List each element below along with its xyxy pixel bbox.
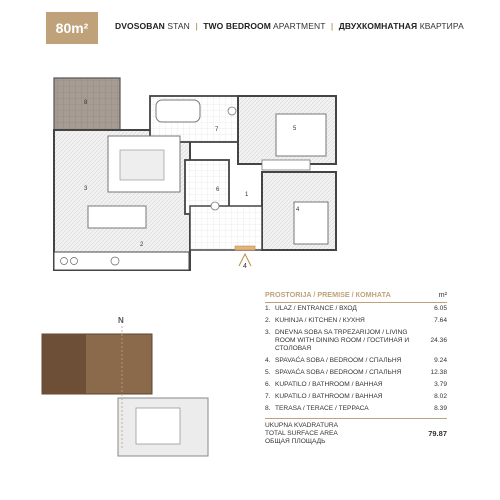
title-separator-2: | — [330, 21, 334, 31]
page-title — [115, 21, 464, 31]
dining-table — [88, 206, 146, 228]
total-label-ru: ОБЩАЯ ПЛОЩАДЬ — [265, 438, 326, 445]
row-name: KUPATILO / BATHROOM / ВАННАЯ — [275, 381, 383, 388]
row-number: 1. — [265, 305, 271, 312]
row-value: 8.39 — [434, 405, 447, 412]
title-en: TWO BEDROOM — [203, 21, 271, 31]
row-value: 3.79 — [434, 381, 447, 388]
entrance-area — [190, 206, 262, 250]
row-value: 8.02 — [434, 393, 447, 400]
table-row — [265, 355, 447, 367]
area-table — [265, 290, 447, 446]
row-name: TERASA / TERACE / ТЕРРАСА — [275, 405, 369, 412]
room-label-5: 5 — [293, 126, 297, 132]
area-table-header — [265, 290, 447, 303]
room-label-7: 7 — [215, 127, 219, 133]
table-row — [265, 403, 447, 415]
sink — [228, 107, 236, 115]
total-label-sr: UKUPNA KVADRATURA — [265, 422, 339, 429]
title-ru: ДВУХКОМНАТНАЯ — [338, 21, 418, 31]
room-label-6: 6 — [216, 187, 220, 193]
building-locator-plan — [40, 322, 215, 462]
room-label-1: 1 — [245, 192, 249, 198]
row-name: KUHINJA / KITCHEN / КУХНЯ — [275, 317, 365, 324]
table-row — [265, 303, 447, 315]
row-number: 2. — [265, 317, 271, 324]
total-value: 79.87 — [428, 429, 447, 438]
locator-core — [136, 408, 180, 444]
row-value: 12.38 — [430, 369, 447, 376]
kitchen-counter — [54, 252, 189, 270]
row-number: 7. — [265, 393, 271, 400]
room-label-8: 8 — [84, 100, 88, 106]
title-sr: DVOSOBAN — [115, 21, 165, 31]
total-label-en: TOTAL SURFACE AREA — [265, 430, 338, 437]
floor-plan — [40, 56, 340, 271]
room-label-3: 3 — [84, 186, 88, 192]
total-row — [265, 418, 447, 446]
compass-north: N — [118, 316, 124, 325]
entrance-door — [235, 246, 255, 250]
table-row — [265, 315, 447, 327]
row-value: 9.24 — [434, 357, 447, 364]
rug — [120, 150, 164, 180]
row-name: SPAVAĆA SOBA / BEDROOM / СПАЛЬНЯ — [275, 369, 402, 376]
toilet — [211, 202, 219, 210]
table-row — [265, 327, 447, 355]
bathtub — [156, 100, 200, 122]
row-number: 8. — [265, 405, 271, 412]
room-label-2: 2 — [140, 242, 144, 248]
locator-wing-dark — [42, 334, 86, 394]
area-badge: 80m² — [46, 12, 98, 44]
header-label: PROSTORIJA / PREMISE / КОМНАТА — [265, 290, 391, 299]
row-number: 3. — [265, 329, 271, 336]
title-sr-2: STAN — [167, 21, 190, 31]
row-name: ULAZ / ENTRANCE / ВХОД — [275, 305, 357, 312]
total-label — [265, 422, 419, 446]
row-number: 5. — [265, 369, 271, 376]
title-separator-1: | — [195, 21, 198, 31]
row-value: 7.64 — [434, 317, 447, 324]
room-label-4: 4 — [296, 207, 300, 213]
double-bed — [276, 114, 326, 156]
row-name: DNEVNA SOBA SA TRPEZARIJOM / LIVING ROOM WITH DINING ROOM / ГОСТИНАЯ И СТОЛОВАЯ — [275, 329, 410, 352]
table-row — [265, 379, 447, 391]
row-name: KUPATILO / BATHROOM / ВАННАЯ — [275, 393, 383, 400]
title-ru-2: КВАРТИРА — [419, 21, 464, 31]
entrance-marker-label: 4 — [243, 263, 247, 270]
row-value: 6.05 — [434, 305, 447, 312]
table-row — [265, 367, 447, 379]
row-number: 4. — [265, 357, 271, 364]
row-value: 24.36 — [430, 337, 447, 344]
row-number: 6. — [265, 381, 271, 388]
wardrobe — [262, 160, 310, 170]
table-row — [265, 391, 447, 403]
header-unit: m² — [438, 290, 447, 299]
row-name: SPAVAĆA SOBA / BEDROOM / СПАЛЬНЯ — [275, 357, 402, 364]
title-en-2: APARTMENT — [272, 21, 326, 31]
